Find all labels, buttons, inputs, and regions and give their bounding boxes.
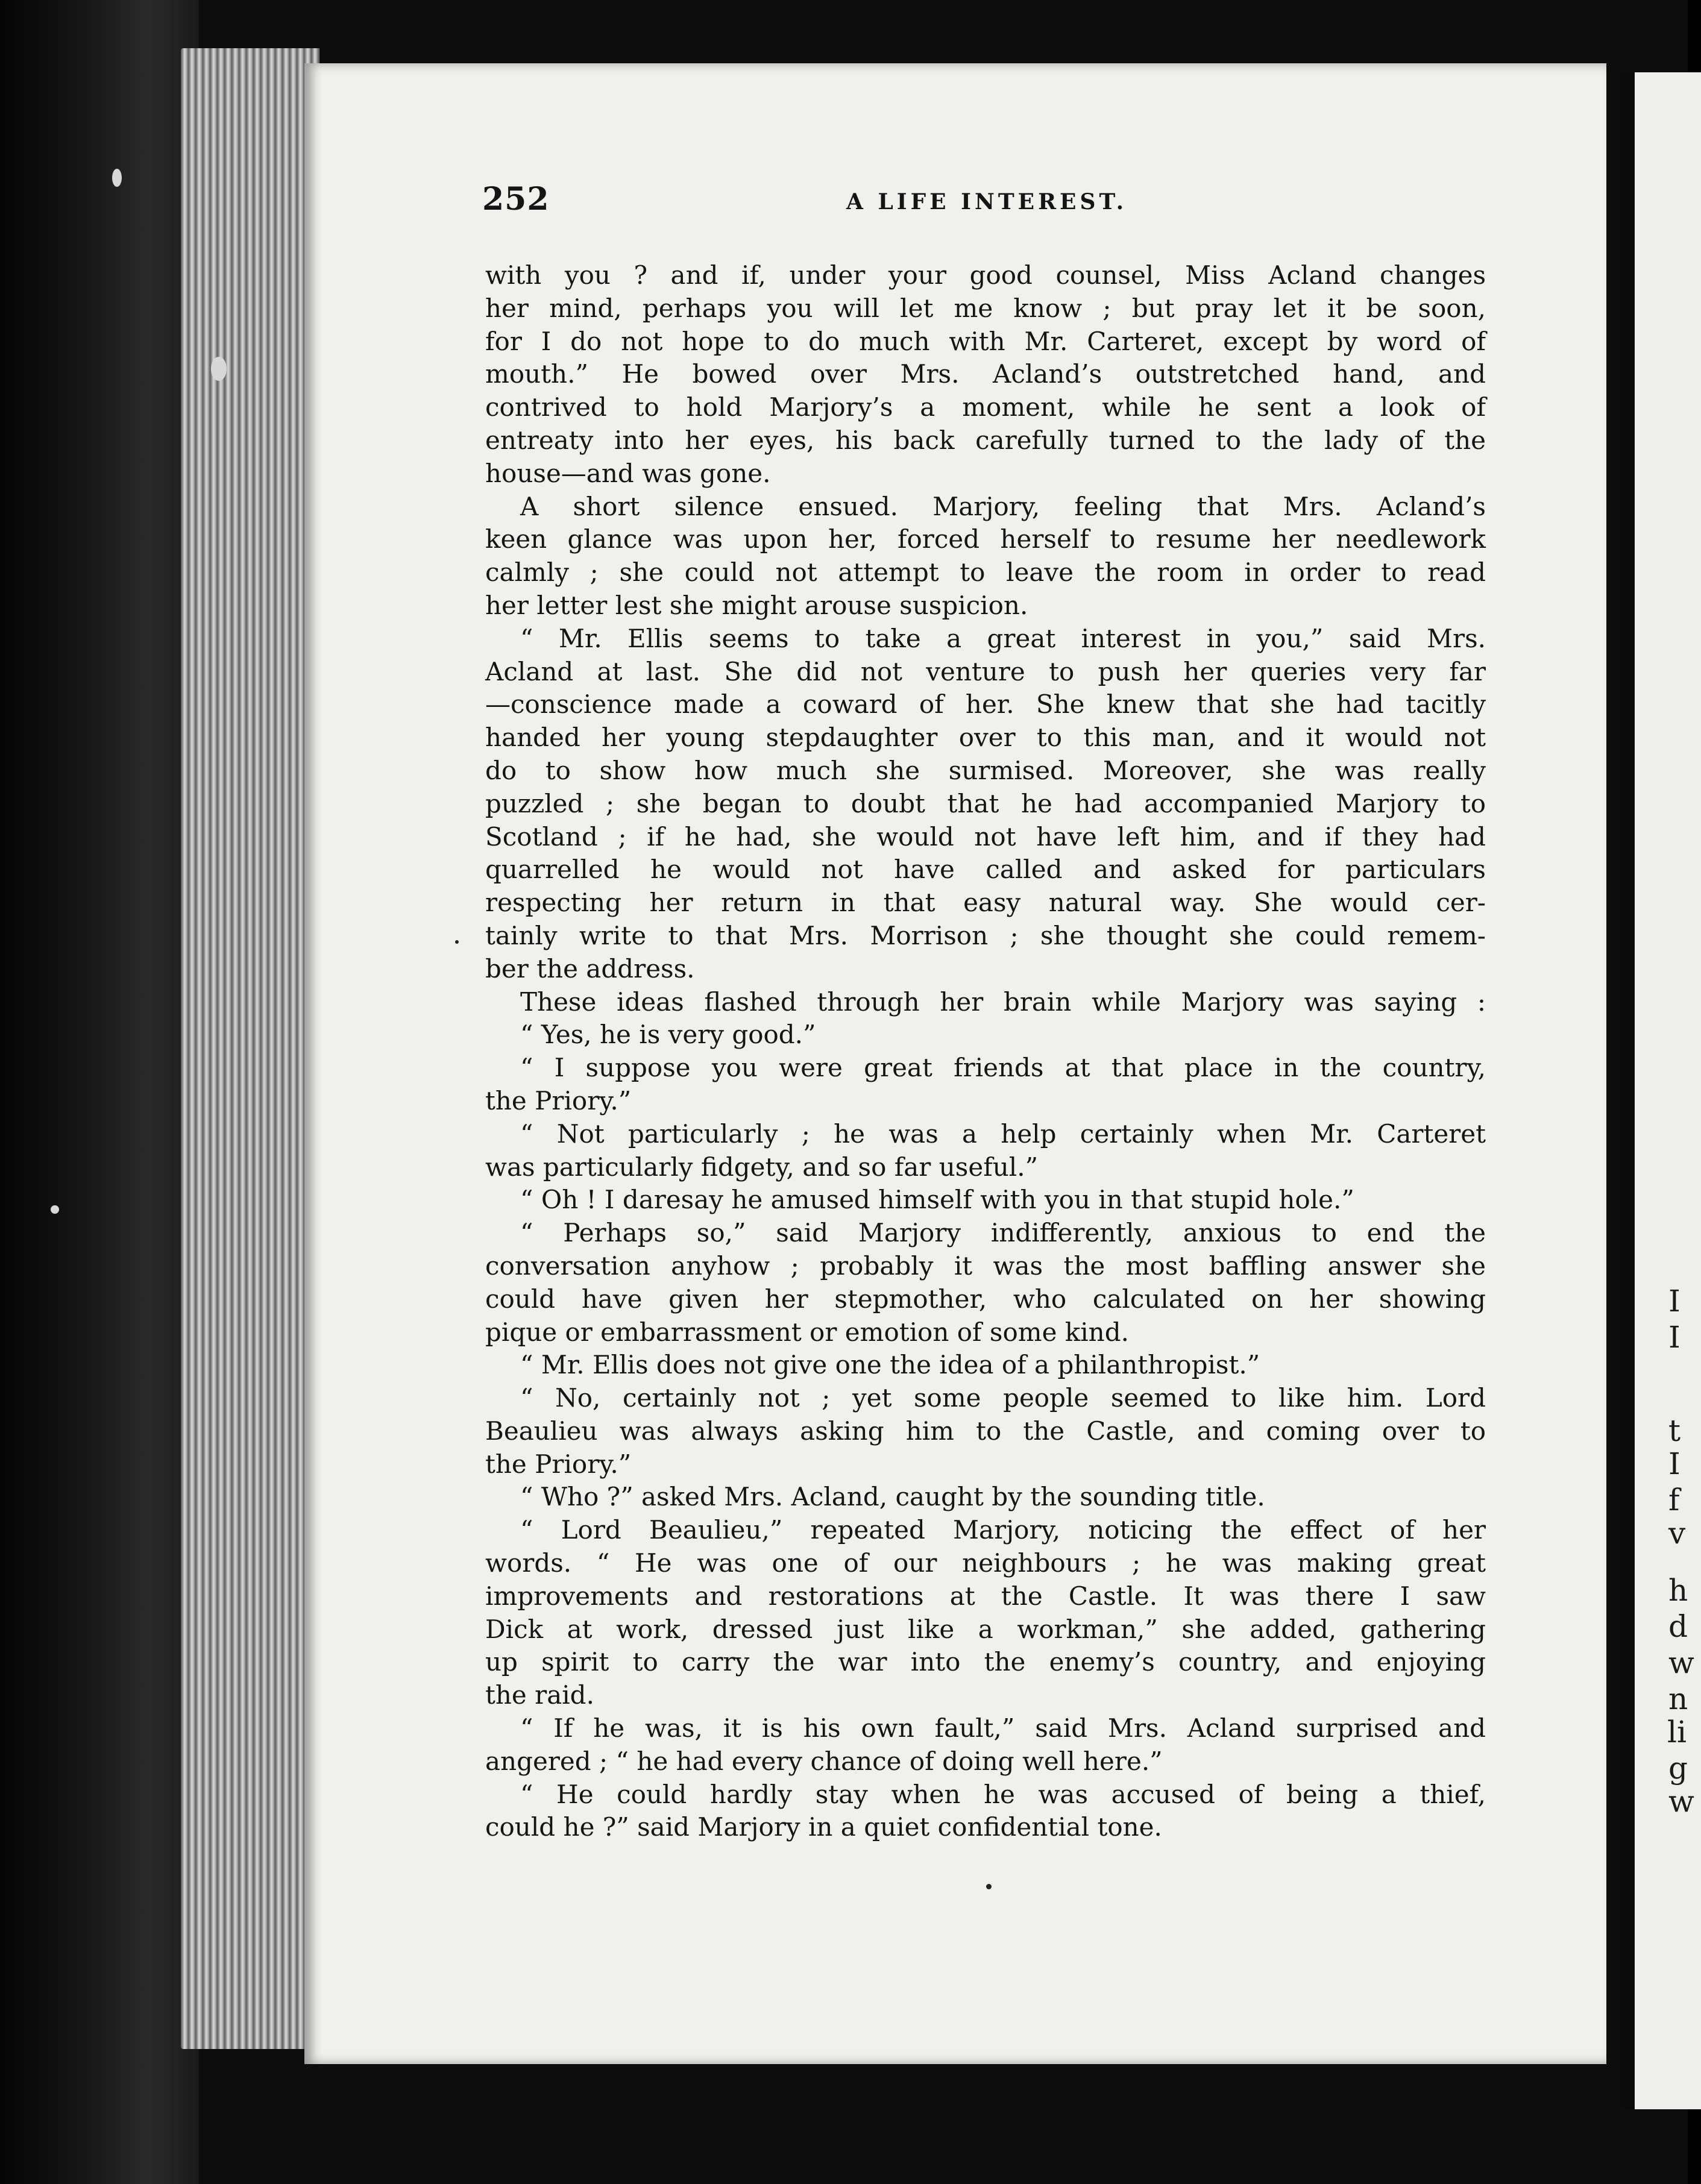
print-mark: [986, 1884, 992, 1889]
text-line: words. “ He was one of our neighbours ; he was making great: [485, 1548, 1486, 1578]
facing-page-fragment: I: [1668, 1284, 1681, 1319]
text-line: quarrelled he would not have called and asked for particulars: [485, 855, 1486, 885]
scan-speck: [211, 357, 227, 381]
text-line: pique or embarrassment or emotion of some kind.: [485, 1317, 1129, 1347]
text-line: “ Lord Beaulieu,” repeated Marjory, noticing the effect of her: [520, 1515, 1486, 1545]
text-line: mouth.” He bowed over Mrs. Acland’s outstretched hand, and: [485, 359, 1486, 389]
text-line: “ I suppose you were great friends at that place in the country,: [520, 1053, 1486, 1083]
book-spine-edge: [0, 0, 199, 2184]
text-line: improvements and restorations at the Castle. It was there I saw: [485, 1581, 1486, 1611]
facing-page-fragment: li: [1667, 1715, 1687, 1749]
text-line: respecting her return in that easy natural way. She would cer-: [485, 888, 1486, 918]
text-line: calmly ; she could not attempt to leave the room in order to read: [485, 557, 1486, 588]
text-line: keen glance was upon her, forced herself to resume her needlework: [485, 524, 1486, 554]
text-line: with you ? and if, under your good counsel, Miss Acland changes: [485, 260, 1486, 290]
text-line: do to show how much she surmised. Moreover, she was really: [485, 755, 1486, 785]
running-head: [482, 181, 1483, 229]
text-line: tainly write to that Mrs. Morrison ; she thought she could remem-: [485, 920, 1486, 950]
facing-page-fragment: g: [1668, 1751, 1688, 1786]
text-line: could he ?” said Marjory in a quiet confidential tone.: [485, 1812, 1162, 1842]
text-line: Beaulieu was always asking him to the Castle, and coming over to: [485, 1416, 1486, 1446]
text-line: Acland at last. She did not venture to push her queries very far: [485, 656, 1486, 686]
text-line: “ Oh ! I daresay he amused himself with you in that stupid hole.”: [520, 1185, 1354, 1215]
facing-page-fragment: d: [1668, 1609, 1688, 1644]
text-line: the raid.: [485, 1680, 594, 1710]
text-line: her mind, perhaps you will let me know ; but pray let it be soon,: [485, 293, 1486, 323]
text-line: “ Mr. Ellis does not give one the idea of a philanthropist.”: [520, 1350, 1260, 1380]
text-line: “ Yes, he is very good.”: [520, 1020, 816, 1050]
stacked-page-edges: [181, 48, 319, 2049]
text-line: ber the address.: [485, 953, 695, 984]
facing-page-fragment: n: [1668, 1681, 1688, 1716]
text-line: could have given her stepmother, who calculated on her showing: [485, 1284, 1486, 1314]
text-line: These ideas flashed through her brain while Marjory was saying :: [520, 987, 1486, 1017]
text-line: A short silence ensued. Marjory, feeling that Mrs. Acland’s: [520, 491, 1486, 521]
text-line: for I do not hope to do much with Mr. Carteret, except by word of: [485, 326, 1486, 356]
text-line: up spirit to carry the war into the enemy’s country, and enjoying: [485, 1647, 1486, 1677]
text-line: the Priory.”: [485, 1449, 632, 1479]
facing-page-fragment: v: [1668, 1516, 1686, 1551]
facing-page-fragment: I: [1668, 1320, 1681, 1355]
text-line: entreaty into her eyes, his back carefully turned to the lady of the: [485, 425, 1486, 455]
body-text: [485, 259, 1486, 1844]
text-line: puzzled ; she began to doubt that he had accompanied Marjory to: [485, 788, 1486, 818]
text-line: “ No, certainly not ; yet some people seemed to like him. Lord: [520, 1383, 1486, 1413]
text-line: “ Who ?” asked Mrs. Acland, caught by the sounding title.: [520, 1482, 1265, 1512]
facing-page-fragment: f: [1668, 1483, 1680, 1517]
facing-page-fragment: t: [1668, 1413, 1681, 1448]
text-line: “ If he was, it is his own fault,” said Mrs. Acland surprised and: [520, 1713, 1486, 1743]
text-line: her letter lest she might arouse suspicion.: [485, 590, 1028, 620]
text-line: contrived to hold Marjory’s a moment, while he sent a look of: [485, 392, 1486, 422]
text-line: Dick at work, dressed just like a workman,” she added, gathering: [485, 1614, 1486, 1644]
text-line: the Priory.”: [485, 1085, 632, 1116]
text-line: “ Not particularly ; he was a help certainly when Mr. Carteret: [520, 1119, 1486, 1149]
text-line: Scotland ; if he had, she would not have left him, and if they had: [485, 821, 1486, 852]
facing-page-fragment: w: [1668, 1645, 1694, 1680]
text-line: angered ; “ he had every chance of doing well here.”: [485, 1746, 1163, 1776]
text-line: was particularly fidgety, and so far useful.”: [485, 1152, 1039, 1182]
print-mark: [455, 940, 459, 944]
facing-page-fragment: w: [1668, 1784, 1694, 1819]
page-number: 252: [482, 181, 550, 218]
text-line: “ He could hardly stay when he was accused of being a thief,: [520, 1779, 1486, 1809]
text-line: —conscience made a coward of her. She knew that she had tacitly: [485, 689, 1486, 720]
text-line: “ Mr. Ellis seems to take a great interest in you,” said Mrs.: [520, 623, 1486, 653]
running-head-title: A LIFE INTEREST.: [846, 189, 1128, 215]
scan-speck: [112, 169, 122, 187]
text-line: house—and was gone.: [485, 458, 771, 488]
scan-speck: [51, 1205, 59, 1214]
text-line: handed her young stepdaughter over to this man, and it would not: [485, 723, 1486, 753]
text-line: conversation anyhow ; probably it was the most baffling answer she: [485, 1250, 1486, 1281]
text-line: “ Perhaps so,” said Marjory indifferently, anxious to end the: [520, 1218, 1486, 1248]
facing-page-fragment: h: [1668, 1573, 1688, 1608]
facing-page-fragment: I: [1668, 1446, 1681, 1481]
